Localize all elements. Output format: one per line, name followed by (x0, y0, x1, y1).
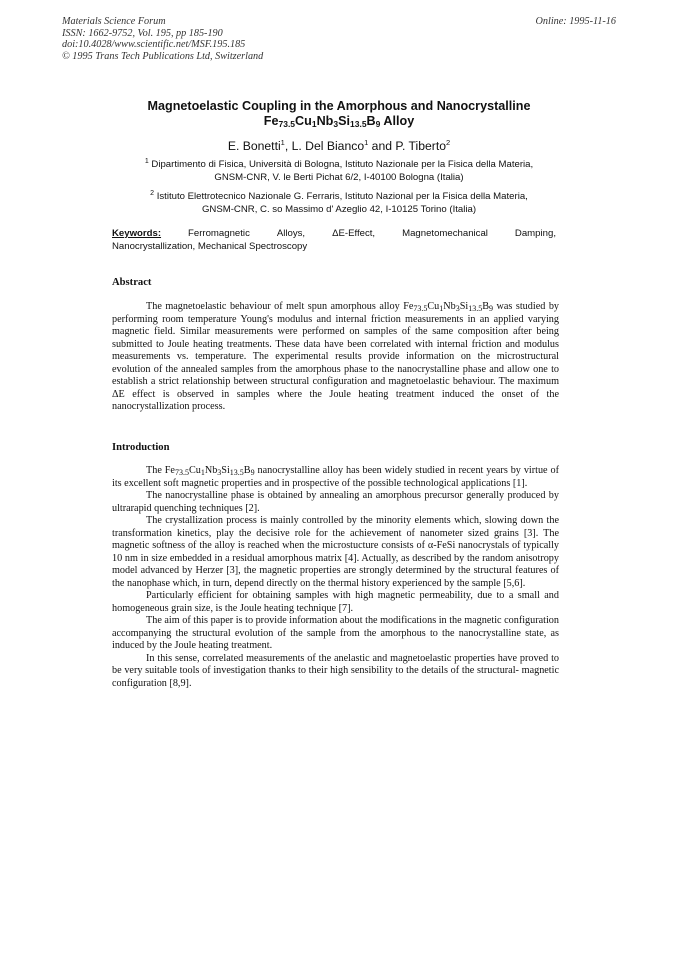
intro-paragraph-4: Particularly efficient for obtaining samples with high magnetic permeability, due to a small and homogeneous grain size, is the Joule heating technique [7]. (112, 590, 559, 614)
title-line-2: $Fe_{73.5}Cu_1Nb_3Si_{13.5}B_9$ Alloy (263, 114, 415, 129)
copyright-line: © 1995 Trans Tech Publications Ltd, Switzerland (62, 50, 264, 62)
intro-paragraph-5: The aim of this paper is to provide information about the modifications in the magnetic configuration accompanying the structural evolution of the sample from the amorphous to the nanocrystalline state, as induced by the Joule heating treatment. (112, 615, 559, 651)
intro-paragraph-2: The nanocrystalline phase is obtained by annealing an amorphous precursor generally produced by ultrarapid quenching techniques [2]. (112, 490, 559, 514)
doi-link[interactable]: doi:10.4028/www.scientific.net/MSF.195.185 (62, 39, 246, 50)
intro-paragraph-6: In this sense, correlated measurements of the anelastic and magnetoelastic properties have proved to be very suitable tools of investigation thanks to their high sensibility to the details of the structural- magnetic configuration [8,9]. (112, 652, 559, 689)
title-line-1: Magnetoelastic Coupling in the Amorphous and Nanocrystalline (147, 99, 531, 113)
journal-name: Materials Science Forum (62, 16, 166, 27)
online-date: Online: 1995-11-16 (535, 16, 616, 27)
keyword: Magnetomechanical (402, 228, 488, 239)
keyword: Damping, (514, 228, 556, 239)
alloy-formula: $Fe_{73.5}Cu_1Nb_3Si_{13.5}B_9$ (164, 465, 255, 477)
introduction-body (112, 465, 559, 690)
author-list: E. Bonetti$^1$, L. Del Bianco$^1$ and P. Tiberto$^2$ (227, 138, 451, 153)
journal-header (62, 16, 263, 62)
intro-paragraph-1: The $Fe_{73.5}Cu_1Nb_3Si_{13.5}B_9$ nanocrystalline alloy has been widely studied in recent years by virtue of its excellent soft magnetic properties and in prospective of the possible technological applications [1]. (112, 465, 559, 489)
keywords-label: Keywords: (112, 228, 162, 239)
keyword: ΔE-Effect, (332, 228, 376, 239)
keywords-line-2: Nanocrystallization, Mechanical Spectroscopy (112, 241, 308, 252)
keyword: Alloys, (276, 228, 306, 239)
keyword: Ferromagnetic (188, 228, 250, 239)
introduction-heading: Introduction (112, 442, 170, 453)
abstract-text: The magnetoelastic behaviour of melt spun amorphous alloy $Fe_{73.5}Cu_1Nb_3Si_{13.5}B_9$ was studied by performing room temperature Young's modulus and internal friction measurements in an applied varying magnetic field. Similar measurements were performed on samples of the same composition after being submitted to Joule heating treatments. These data have been correlated with internal friction and modulus measurements vs. temperature. The experimental results provide information on the microstructural evolution of the annealed samples from the amorphous phase to the nanocrystalline phase and allow one to establish a strict relationship between structural configuration and magnetoelastic behaviour. The maximum ΔE effect is observed in samples where the Joule heating treatment induced the onset of the nanocrystallization process. (112, 301, 560, 412)
abstract-heading: Abstract (112, 277, 152, 288)
issn-line: ISSN: 1662-9752, Vol. 195, pp 185-190 (62, 27, 223, 39)
affiliation-1: $^1$ Dipartimento di Fisica, Università di Bologna, Istituto Nazionale per la Fisica della Materia, GNSM-CNR, V. le Berti Pichat 6/2, I-40100 Bologna (Italia) (144, 158, 534, 183)
intro-paragraph-3: The crystallization process is mainly controlled by the minority elements which, slowing down the transformation kinetics, play the decisive role for the achievement of nanometer sized grains [3]. The magnetic softness of the alloy is reached when the microstucture consists of α-FeSi nanocrystals of typically 10 nm in size embedded in a residual amorphous matrix [4]. Actually, as described by the random anisotropy model advanced by Herzer [3], the magnetic properties are strongly determined by the structural features of the nanophase which, in turn, depend directly on the thermal history experienced by the sample [5,6]. (112, 515, 559, 589)
author-3: P. Tiberto (395, 139, 446, 153)
keywords-block (112, 227, 556, 253)
author-1: E. Bonetti (227, 139, 281, 153)
affiliation-2: $^2$ Istituto Elettrotecnico Nazionale G. Ferraris, Istituto Nazional per la Fisica della Materia, GNSM-CNR, C. so Massimo d' Azeglio 42, I-10125 Torino (Italia) (150, 190, 528, 215)
author-2: L. Del Bianco (291, 139, 365, 153)
alloy-formula: $Fe_{73.5}Cu_1Nb_3Si_{13.5}B_9$ (403, 301, 494, 313)
paper-title (60, 99, 618, 129)
